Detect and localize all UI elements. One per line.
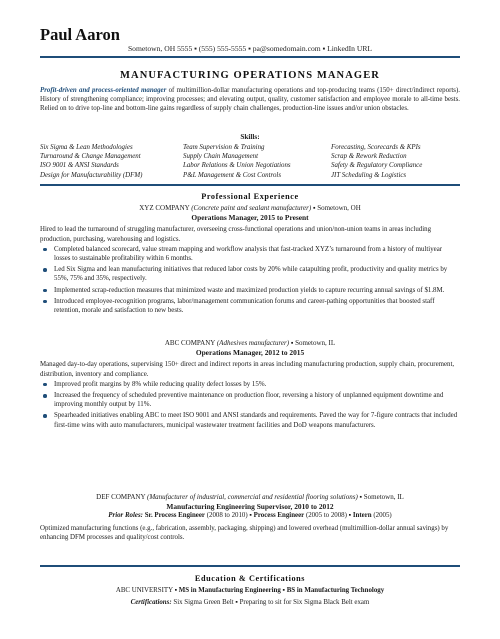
skill-item: Safety & Regulatory Compliance xyxy=(331,162,423,170)
summary xyxy=(40,86,460,114)
header-rule xyxy=(40,56,460,58)
job-company-line xyxy=(40,493,460,502)
job-role: Manufacturing Engineering Supervisor, 2010 to 2012 xyxy=(166,502,334,512)
summary-lead: Profit-driven and process-oriented manager xyxy=(40,87,167,94)
skill-item: Six Sigma & Lean Methodologies xyxy=(40,144,133,151)
skills-column-1 xyxy=(40,143,183,180)
skill-item: Labor Relations & Union Negotiations xyxy=(183,162,291,170)
degree: MS in Manufacturing Engineering xyxy=(178,587,281,594)
company-location: ▪ Sometown, IL xyxy=(359,493,404,501)
company-description: (Adhesives manufacturer) xyxy=(216,339,290,347)
section-rule xyxy=(40,184,460,186)
skills-column-3 xyxy=(331,143,460,180)
skill-item: P&L Management & Cost Controls xyxy=(183,171,282,179)
certifications-label: Certifications: xyxy=(130,599,172,606)
separator: ▪ xyxy=(282,587,285,594)
section-rule xyxy=(40,565,460,567)
company-description: (Manufacturer of industrial, commercial and residential flooring solutions) xyxy=(147,493,358,501)
job-xyz xyxy=(40,204,460,317)
skills-heading: Skills: xyxy=(240,133,260,141)
job-intro: Hired to lead the turnaround of struggling manufacturer, overseeing cross-functional operations and union/non-union teams in areas including production, purchasing, warehousing and logistics. xyxy=(40,226,432,243)
company-name: DEF COMPANY xyxy=(96,493,146,501)
job-def xyxy=(40,493,460,542)
candidate-name: Paul Aaron xyxy=(40,25,120,44)
list-item: Completed balanced scorecard, value stream mapping and workflow analysis that fast-tracked XYZ’s turnaround from a history of multiyear losses to sustainable profitability within 6 months. xyxy=(40,245,460,263)
school-name: ABC UNIVERSITY xyxy=(115,587,173,594)
company-location: ▪ Sometown, OH xyxy=(312,204,361,212)
prior-roles xyxy=(40,511,460,520)
experience-heading: Professional Experience xyxy=(201,192,299,201)
skill-item: Design for Manufacturability (DFM) xyxy=(40,171,143,179)
education-line xyxy=(40,586,460,595)
company-name: XYZ COMPANY xyxy=(139,204,190,212)
certification: Preparing to sit for Six Sigma Black Belt exam xyxy=(239,599,370,606)
prior-role: Sr. Process Engineer xyxy=(144,512,205,520)
prior-role-years: (2008 to 2010) xyxy=(206,512,248,520)
separator: ▪ xyxy=(235,599,238,606)
prior-role: Intern xyxy=(352,512,372,520)
company-description: (Concrete paint and sealant manufacturer) xyxy=(191,204,312,212)
job-role: Operations Manager, 2012 to 2015 xyxy=(195,348,305,358)
summary-text: of multimillion-dollar manufacturing operations and top-producing teams (150+ direct/indirect reports). History of strengthening compliance; improving processes; and elevating output, quality, customer satisfaction and employee morale to all-time bests. Relied on to drive top-line and bottom-line gains regardless of supply chain challenges, production-line issues and/or union obstacles. xyxy=(40,87,460,113)
skill-item: Scrap & Rework Reduction xyxy=(331,153,407,161)
prior-role-years: (2005) xyxy=(373,512,392,520)
skill-item: Supply Chain Management xyxy=(183,153,259,161)
skills-column-2 xyxy=(183,143,331,180)
list-item: Increased the frequency of scheduled preventive maintenance on production floor, reversing a history of unplanned equipment downtime and improving monthly output by 11%. xyxy=(40,391,460,409)
list-item: Improved profit margins by 8% while reducing quality defect losses by 15%. xyxy=(40,380,460,389)
list-item: Led Six Sigma and lean manufacturing initiatives that reduced labor costs by 20% while catapulting profit, productivity and quality metrics by 55%, 75% and 35%, respectively. xyxy=(40,265,460,283)
job-intro: Managed day-to-day operations, supervising 150+ direct and indirect reports in areas including manufacturing production, supply chain, procurement, distribution, inventory and compliance. xyxy=(40,361,455,378)
job-company-line xyxy=(40,339,460,348)
job-intro: Optimized manufacturing functions (e.g., fabrication, assembly, packaging, shipping) and lowered overhead (multimillion-dollar annual savings) by enhancing DFM processes and quality/cost controls. xyxy=(40,524,449,541)
skill-item: Turnaround & Change Management xyxy=(40,153,141,161)
certifications-line xyxy=(40,598,460,607)
job-bullets xyxy=(40,245,460,315)
resume-title: MANUFACTURING OPERATIONS MANAGER xyxy=(120,70,380,81)
job-role: Operations Manager, 2015 to Present xyxy=(191,213,309,223)
list-item: Implemented scrap-reduction measures that minimized waste and maximized production yields to capture recurring annual savings of $1.8M. xyxy=(40,286,460,295)
prior-roles-label: Prior Roles: xyxy=(108,512,143,520)
skill-item: JIT Scheduling & Logistics xyxy=(331,171,407,179)
prior-role: Process Engineer xyxy=(253,512,305,520)
job-bullets xyxy=(40,380,460,430)
job-company-line xyxy=(40,204,460,213)
separator: ▪ xyxy=(348,512,352,520)
list-item: Spearheaded initiatives enabling ABC to meet ISO 9001 and ANSI standards and requirements. Paved the way for 7-figure contracts that included first-time wins with auto manufacturers, municipal wastewater treatment facilities and DoD weapons manufacturers. xyxy=(40,411,460,429)
degree: BS in Manufacturing Technology xyxy=(286,587,385,594)
skills-grid xyxy=(40,143,460,180)
skill-item: ISO 9001 & ANSI Standards xyxy=(40,162,119,170)
prior-role-years: (2005 to 2008) xyxy=(305,512,347,520)
education-heading: Education & Certifications xyxy=(194,574,306,583)
skill-item: Forecasting, Scorecards & KPIs xyxy=(331,144,421,151)
list-item: Introduced employee-recognition programs, labor/management communication forums and career-pathing opportunities that boosted staff retention, morale and satisfaction to new bests. xyxy=(40,297,460,315)
contact-line: Sometown, OH 5555 ▪ (555) 555-5555 ▪ pa@somedomain.com ▪ LinkedIn URL xyxy=(127,44,373,53)
job-abc xyxy=(40,339,460,432)
company-name: ABC COMPANY xyxy=(164,339,216,347)
company-location: ▪ Sometown, IL xyxy=(290,339,336,347)
certification: Six Sigma Green Belt xyxy=(173,599,234,606)
skill-item: Team Supervision & Training xyxy=(183,144,265,151)
separator: ▪ xyxy=(174,587,178,594)
separator: ▪ xyxy=(249,512,252,520)
